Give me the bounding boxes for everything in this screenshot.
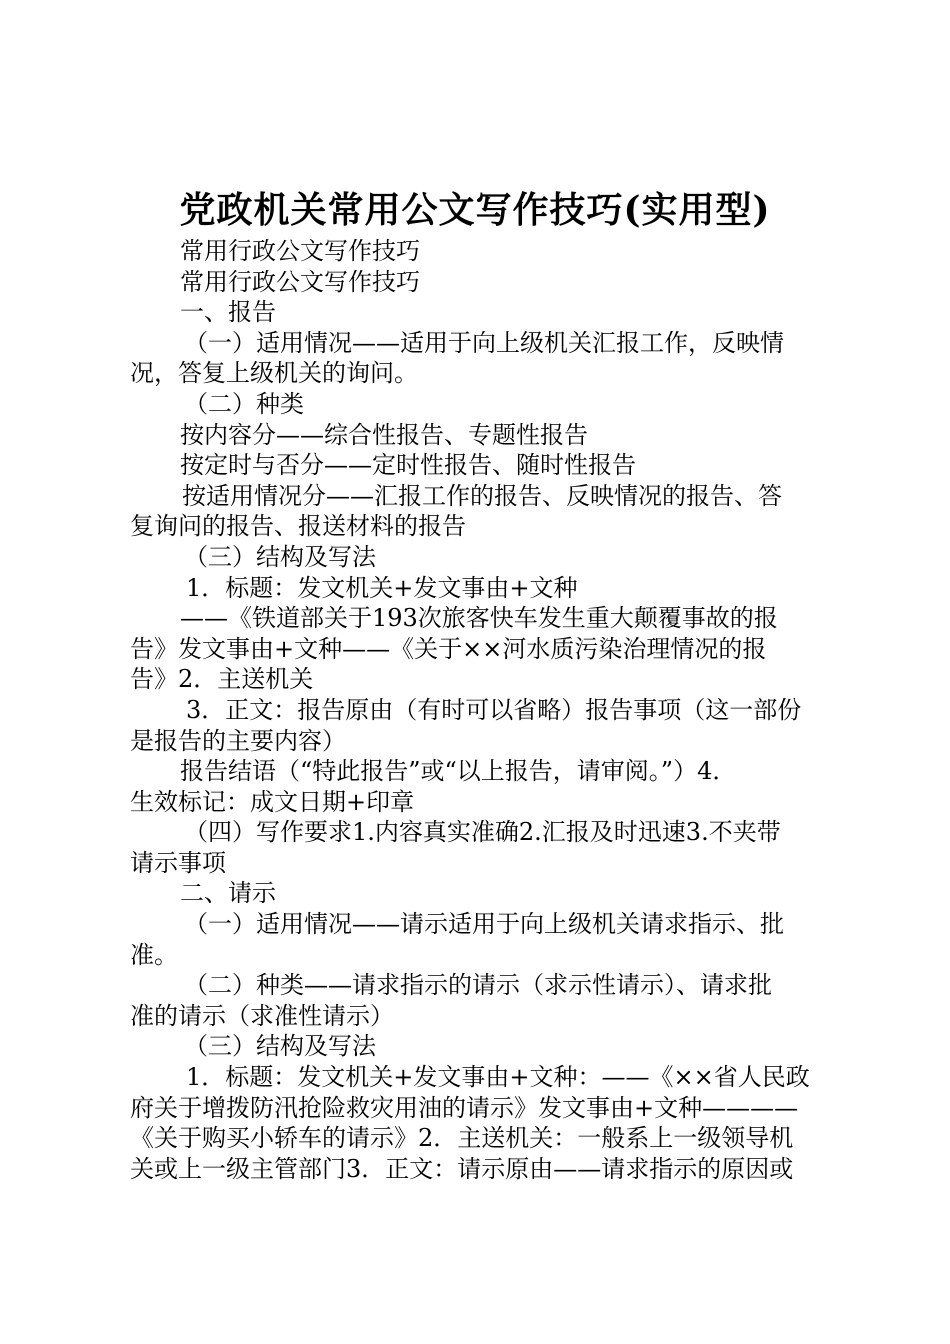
text-line: （一）适用情况——请示适用于向上级机关请求指示、批	[184, 910, 784, 939]
text-line: （二）种类	[184, 389, 304, 418]
text-line: 准。	[130, 940, 178, 969]
text-line: （二）种类——请求指示的请示（求示性请示）、请求批	[184, 971, 772, 1000]
text-line: 按定时与否分——定时性报告、随时性报告	[180, 451, 636, 480]
text-line: （三）结构及写法	[184, 542, 376, 571]
text-line: 关或上一级主管部门3．正文：请示原由——请求指示的原因或	[130, 1154, 794, 1183]
text-line: （一）适用情况——适用于向上级机关汇报工作，反映情	[184, 328, 784, 357]
text-line: 准的请示（求准性请示）	[130, 1001, 394, 1030]
text-line: 1．标题：发文机关+发文事由+文种：——《××省人民政	[186, 1063, 810, 1092]
text-line: 常用行政公文写作技巧	[180, 267, 420, 296]
text-line: 告》2．主送机关	[130, 665, 314, 694]
text-line: （三）结构及写法	[184, 1032, 376, 1061]
text-line: 是报告的主要内容）	[130, 726, 346, 755]
text-line: 常用行政公文写作技巧	[180, 237, 420, 265]
text-line: 告》发文事由+文种——《关于××河水质污染治理情况的报	[130, 634, 767, 663]
text-line: 府关于增拨防汛抢险救灾用油的请示》发文事由+文种————	[130, 1093, 799, 1122]
text-line: 生效标记：成文日期+印章	[130, 787, 415, 816]
document-body	[130, 236, 830, 1184]
text-line: 请示事项	[130, 848, 226, 877]
text-line: 报告结语（“特此报告”或“以上报告，请审阅。”）4．	[180, 757, 737, 786]
text-line: 一、报告	[180, 298, 276, 327]
text-line: 况，答复上级机关的询问。	[130, 359, 418, 388]
text-line: 1．标题：发文机关+发文事由+文种	[186, 573, 578, 602]
text-line: ——《铁道部关于193次旅客快车发生重大颠覆事故的报	[180, 604, 778, 633]
text-line: 按适用情况分——汇报工作的报告、反映情况的报告、答	[182, 481, 782, 510]
text-line: 复询问的报告、报送材料的报告	[130, 512, 466, 541]
text-line: （四）写作要求1.内容真实准确2.汇报及时迅速3.不夹带	[184, 818, 781, 847]
document-title: 党政机关常用公文写作技巧(实用型)	[179, 189, 771, 231]
text-line: 3．正文：报告原由（有时可以省略）报告事项（这一部份	[186, 695, 802, 724]
text-line: 按内容分——综合性报告、专题性报告	[180, 420, 588, 449]
text-line: 二、请示	[180, 879, 276, 908]
text-line: 《关于购买小轿车的请示》2．主送机关：一般系上一级领导机	[130, 1124, 794, 1153]
